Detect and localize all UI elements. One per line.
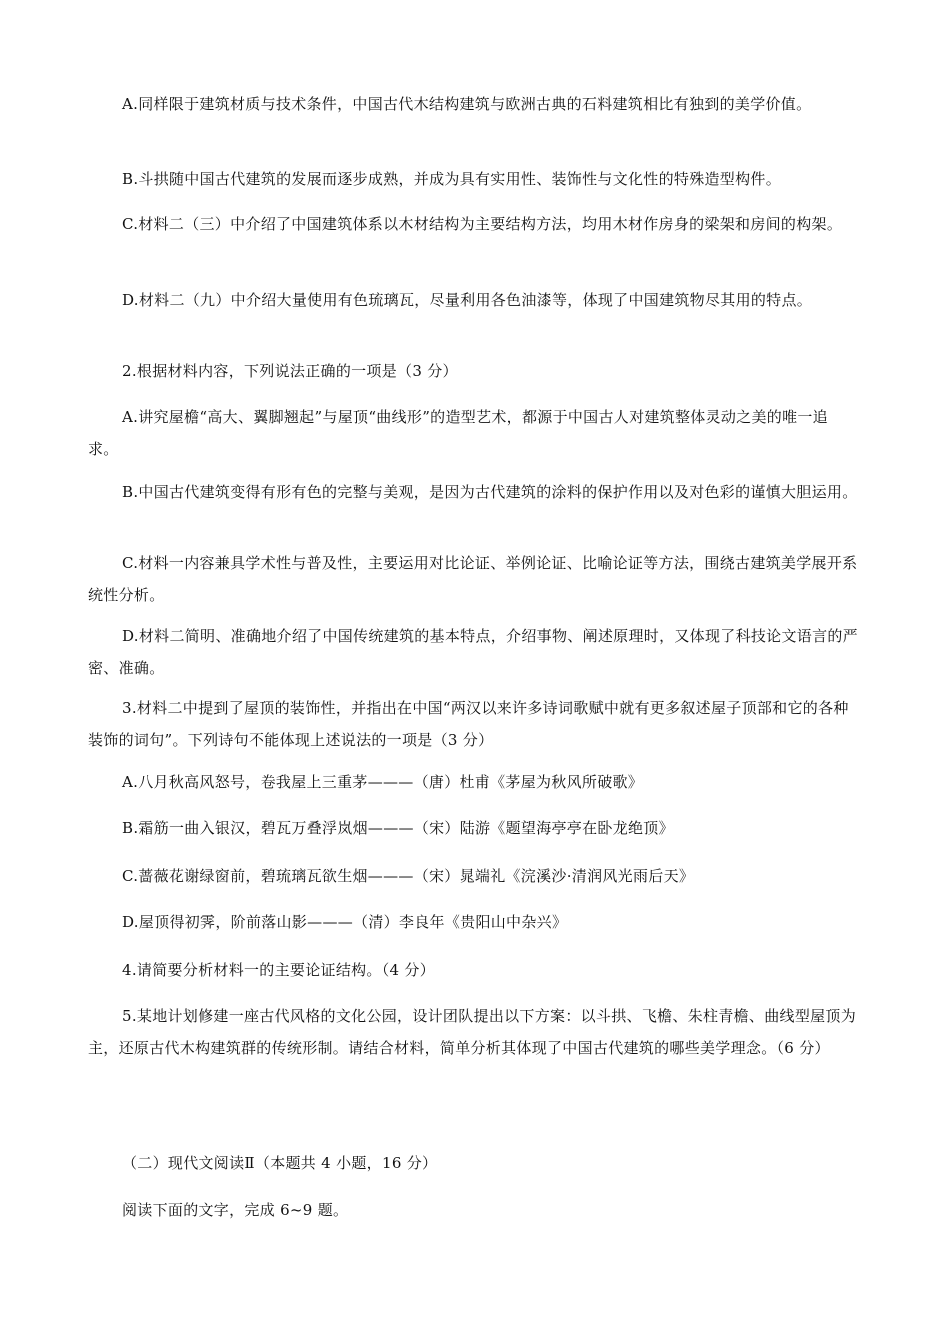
section2-title: （二）现代文阅读Ⅱ（本题共 4 小题，16 分） [122, 1154, 438, 1172]
q2-option-c: C.材料一内容兼具学术性与普及性，主要运用对比论证、举例论证、比喻论证等方法，围绕古建筑美学展开系统性分析。 [88, 554, 858, 604]
q2-option-d: D.材料二简明、准确地介绍了中国传统建筑的基本特点，介绍事物、阐述原理时，又体现了科技论文语言的严密、准确。 [88, 627, 858, 677]
q3-option-c: C.蔷薇花谢绿窗前，碧琉璃瓦欲生烟———（宋）晁端礼《浣溪沙·清润风光雨后天》 [122, 867, 695, 885]
q1-option-c: C.材料二（三）中介绍了中国建筑体系以木材结构为主要结构方法，均用木材作房身的梁架和房间的构架。 [122, 215, 843, 233]
q2-stem: 2.根据材料内容，下列说法正确的一项是（3 分） [122, 362, 458, 380]
q2-option-a: A.讲究屋檐“高大、翼脚翘起”与屋顶“曲线形”的造型艺术，都源于中国古人对建筑整体灵动之美的唯一追求。 [88, 408, 828, 458]
q3-option-b: B.霜筋一曲入银汉，碧瓦万叠浮岚烟———（宋）陆游《题望海亭亭在卧龙绝顶》 [122, 819, 674, 837]
q3-stem: 3.材料二中提到了屋顶的装饰性，并指出在中国“两汉以来许多诗词歌赋中就有更多叙述屋子顶部和它的各种装饰的词句”。下列诗句不能体现上述说法的一项是（3 分） [88, 699, 849, 749]
q5-stem: 5.某地计划修建一座古代风格的文化公园，设计团队提出以下方案：以斗拱、飞檐、朱柱青檐、曲线型屋顶为主，还原古代木构建筑群的传统形制。请结合材料，简单分析其体现了中国古代建筑的哪些美学理念。（6 分） [88, 1007, 857, 1057]
q3-option-d: D.屋顶得初霁，阶前落山影———（清）李良年《贵阳山中杂兴》 [122, 913, 568, 931]
q2-option-b: B.中国古代建筑变得有形有色的完整与美观，是因为古代建筑的涂料的保护作用以及对色彩的谨慎大胆运用。 [122, 483, 858, 501]
q4-stem: 4.请简要分析材料一的主要论证结构。（4 分） [122, 961, 436, 979]
q1-option-d: D.材料二（九）中介绍大量使用有色琉璃瓦，尽量利用各色油漆等，体现了中国建筑物尽其用的特点。 [122, 291, 813, 309]
q3-option-a: A.八月秋高风怒号，卷我屋上三重茅———（唐）杜甫《茅屋为秋风所破歌》 [122, 773, 644, 791]
q1-option-b: B.斗拱随中国古代建筑的发展而逐步成熟，并成为具有实用性、装饰性与文化性的特殊造型构件。 [122, 170, 781, 188]
section2-instruction: 阅读下面的文字，完成 6~9 题。 [122, 1201, 349, 1219]
q1-option-a: A.同样限于建筑材质与技术条件，中国古代木结构建筑与欧洲古典的石料建筑相比有独到的美学价值。 [122, 95, 812, 113]
